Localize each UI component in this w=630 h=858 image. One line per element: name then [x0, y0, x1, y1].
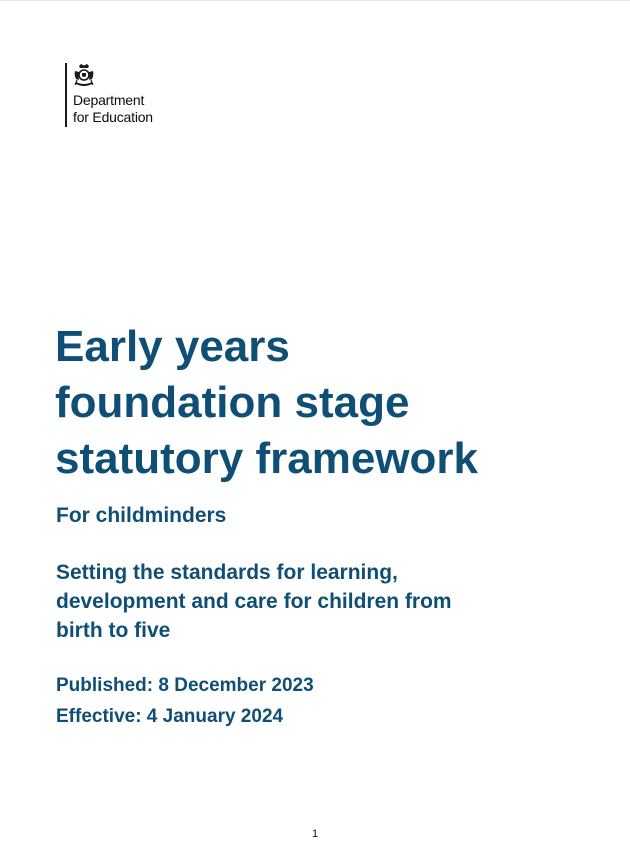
effective-date: Effective: 4 January 2024: [56, 706, 284, 727]
logo-text-line1: Department: [73, 92, 145, 108]
document-subtitle: For childminders: [56, 504, 227, 527]
page-number: 1: [311, 828, 319, 840]
department-logo: [65, 63, 153, 127]
logo-body: [73, 63, 153, 126]
document-dates: [56, 670, 314, 732]
document-title: Early years foundation stage statutory framework: [55, 322, 479, 483]
published-date: Published: 8 December 2023: [56, 675, 314, 696]
royal-crest-icon: [73, 63, 95, 87]
document-tagline: Setting the standards for learning, development and care for children from birth to five: [56, 561, 452, 642]
logo-rule: [65, 63, 67, 127]
logo-text-line2: for Education: [73, 109, 153, 125]
